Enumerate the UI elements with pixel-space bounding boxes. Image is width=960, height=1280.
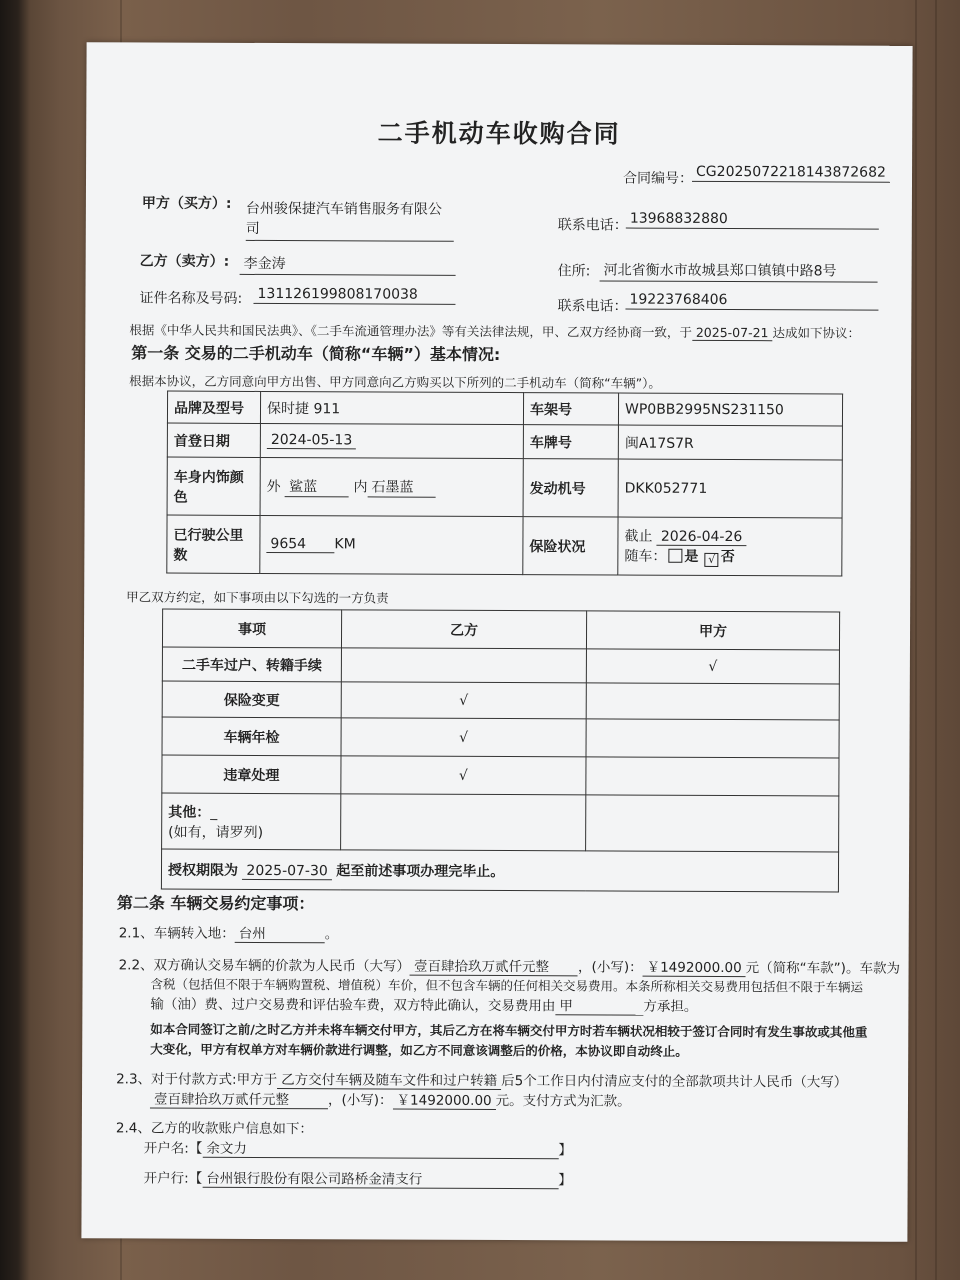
plate-value: 闽A17S7R	[618, 425, 842, 460]
int-color: 石墨蓝	[368, 476, 436, 497]
other-b	[341, 794, 586, 851]
ext-color: 鲨蓝	[285, 476, 349, 497]
brand-value: 保时捷 911	[260, 391, 523, 424]
duties-header-item: 事项	[162, 609, 341, 648]
clause-2-2-line3: 输（油）费、过户交易费和评估验车费，双方特此确认，交易费用由 甲 方承担。	[150, 992, 697, 1015]
payment-number: ￥1492000.00	[393, 1089, 496, 1110]
payment-words: 壹百肆拾玖万贰仟元整	[150, 1087, 328, 1109]
account-holder-row: 开户名:【 余文力 】	[144, 1136, 572, 1159]
party-b-address: 河北省衡水市故城县郑口镇镇中路8号	[600, 259, 878, 282]
document-title: 二手机动车收购合同	[377, 118, 621, 149]
article1-heading: 第一条 交易的二手机动车（简称“车辆”）基本情况:	[131, 343, 501, 365]
duty-b-check: √	[341, 718, 586, 757]
duty-b-check: √	[341, 756, 586, 795]
duty-item: 车辆年检	[162, 717, 341, 756]
account-holder: 余文力	[202, 1137, 558, 1160]
color-label: 车身内饰颜 色	[167, 457, 260, 515]
clause-2-4: 2.4、乙方的收款账户信息如下：	[115, 1120, 313, 1138]
transfer-place: 台州	[235, 922, 325, 943]
payment-condition: 乙方交付车辆及随车文件和过户转籍	[277, 1068, 501, 1090]
party-b-id-label: 证件名称及号码:	[139, 290, 243, 307]
clause-2-2-line1: 2.2、双方确认交易车辆的价款为人民币（大写） 壹百肆拾玖万贰仟元整 ，(小写)： ￥1492000.00 元（简称“车款”)。车款为	[119, 953, 900, 977]
auth-period-cell: 授权期限为 2025-07-30 起至前述事项办理完毕止。	[161, 849, 838, 892]
other-cell: 其他：_ (如有，请罗列)	[162, 793, 341, 850]
party-a-phone: 13968832880	[626, 211, 879, 230]
mileage-value: 9654	[266, 536, 334, 553]
article1-note: 根据本协议，乙方同意向甲方出售、甲方同意向乙方购买以下所列的二手机动车（简称“车辆”）。	[129, 373, 661, 391]
duty-a-check	[586, 683, 839, 720]
vin-label: 车架号	[523, 393, 618, 425]
clause-2-2-line2: 含税（包括但不限于车辆购置税、增值税）车价，但不包含车辆的任何相关交易费用。本条所称相关交易费用包括但不限于车辆运	[150, 976, 864, 995]
account-bank: 台州银行股份有限公司路桥金清支行	[202, 1167, 558, 1190]
party-b-address-label: 住所:	[557, 263, 591, 280]
party-a-phone-label: 联系电话：	[557, 217, 628, 234]
account-bank-row: 开户行:【 台州银行股份有限公司路桥金清支行 】	[144, 1166, 572, 1189]
party-b-name: 李金涛	[240, 253, 456, 276]
party-b-phone: 19223768406	[625, 292, 878, 311]
clause-2-1: 2.1、车辆转入地： 台州 。	[119, 921, 339, 943]
insurance-cell: 截止 2026-04-26 随车： 是 √ 否	[618, 517, 842, 576]
duties-header-b: 乙方	[341, 610, 586, 649]
insurance-until: 2026-04-26	[657, 529, 746, 546]
duty-item: 二手车过户、转籍手续	[162, 647, 341, 682]
clause-2-3-line1: 2.3、对于付款方式:甲方于 乙方交付车辆及随车文件和过户转籍 后5个工作日内付清应支付的全部款项共计人民币（大写）	[116, 1067, 847, 1091]
party-a-name-line1: 台州骏保捷汽车销售服务有限公	[245, 200, 442, 218]
duty-b-check: √	[341, 682, 586, 719]
duty-a-check	[586, 757, 839, 796]
auth-date: 2025-07-30	[242, 862, 331, 879]
intro-date: 2025-07-21	[692, 325, 773, 341]
fee-payer: 甲	[555, 994, 643, 1015]
checkbox-yes[interactable]	[668, 549, 682, 563]
checkbox-no[interactable]: √	[705, 553, 719, 567]
insurance-label: 保险状况	[523, 517, 618, 575]
duties-header-a: 甲方	[586, 611, 839, 650]
vin-value: WP0BB2995NS231150	[618, 393, 842, 426]
duty-a-check: √	[586, 649, 839, 684]
duties-note: 甲乙双方约定，如下事项由以下勾选的一方负责	[126, 589, 389, 606]
reg-date-cell	[260, 423, 523, 458]
duty-item: 违章处理	[162, 755, 341, 794]
party-b-phone-label: 联系电话：	[557, 298, 628, 315]
mileage-cell	[260, 515, 523, 574]
article2-heading: 第二条 车辆交易约定事项：	[116, 893, 315, 914]
party-a-label: 甲方（买方）:	[141, 195, 232, 212]
duty-a-check	[586, 719, 839, 758]
duties-table	[161, 609, 840, 893]
adjustment-clause-line2: 大变化，甲方有权单方对车辆价款进行调整，如乙方不同意该调整后的价格，本协议即自动终止。	[150, 1041, 688, 1059]
reg-date-value: 2024-05-13	[267, 432, 356, 449]
price-words: 壹百肆拾玖万贰仟元整	[410, 955, 578, 977]
reg-date-label: 首登日期	[167, 423, 260, 457]
adjustment-clause-line1: 如本合同签订之前/之时乙方并未将车辆交付甲方，其后乙方在将车辆交付甲方时若车辆状况相较于签订合同时有发生事故或其他重	[150, 1021, 868, 1040]
party-b-label: 乙方（卖方）:	[139, 253, 230, 270]
party-b-id-no: 131126199808170038	[253, 286, 455, 305]
price-number: ￥1492000.00	[643, 956, 746, 977]
duty-b-check	[341, 648, 586, 683]
contract-no: CG2025072218143872682	[692, 164, 890, 183]
vehicle-info-table	[166, 391, 843, 577]
color-cell: 外 鲨蓝 内 石墨蓝	[260, 457, 523, 516]
engine-value: DKK052771	[618, 459, 842, 518]
engine-label: 发动机号	[523, 459, 618, 517]
clause-2-3-line2: 壹百肆拾玖万贰仟元整 ，(小写)： ￥1492000.00 元。支付方式为汇款。	[150, 1087, 631, 1110]
duty-item: 保险变更	[162, 681, 341, 718]
party-a-name-line2: 司	[246, 218, 454, 242]
contract-no-label: 合同编号：	[622, 170, 694, 187]
contract-paper	[81, 42, 912, 1242]
other-a	[586, 795, 839, 852]
plate-label: 车牌号	[523, 425, 618, 459]
mileage-unit: KM	[334, 536, 356, 553]
mileage-label: 已行驶公里 数	[167, 515, 260, 573]
intro-text: 根据《中华人民共和国民法典》、《二手车流通管理办法》等有关法律法规，甲、乙双方经协商一致，于 2025-07-21 达成如下协议：	[129, 322, 861, 341]
brand-label: 品牌及型号	[167, 391, 260, 423]
